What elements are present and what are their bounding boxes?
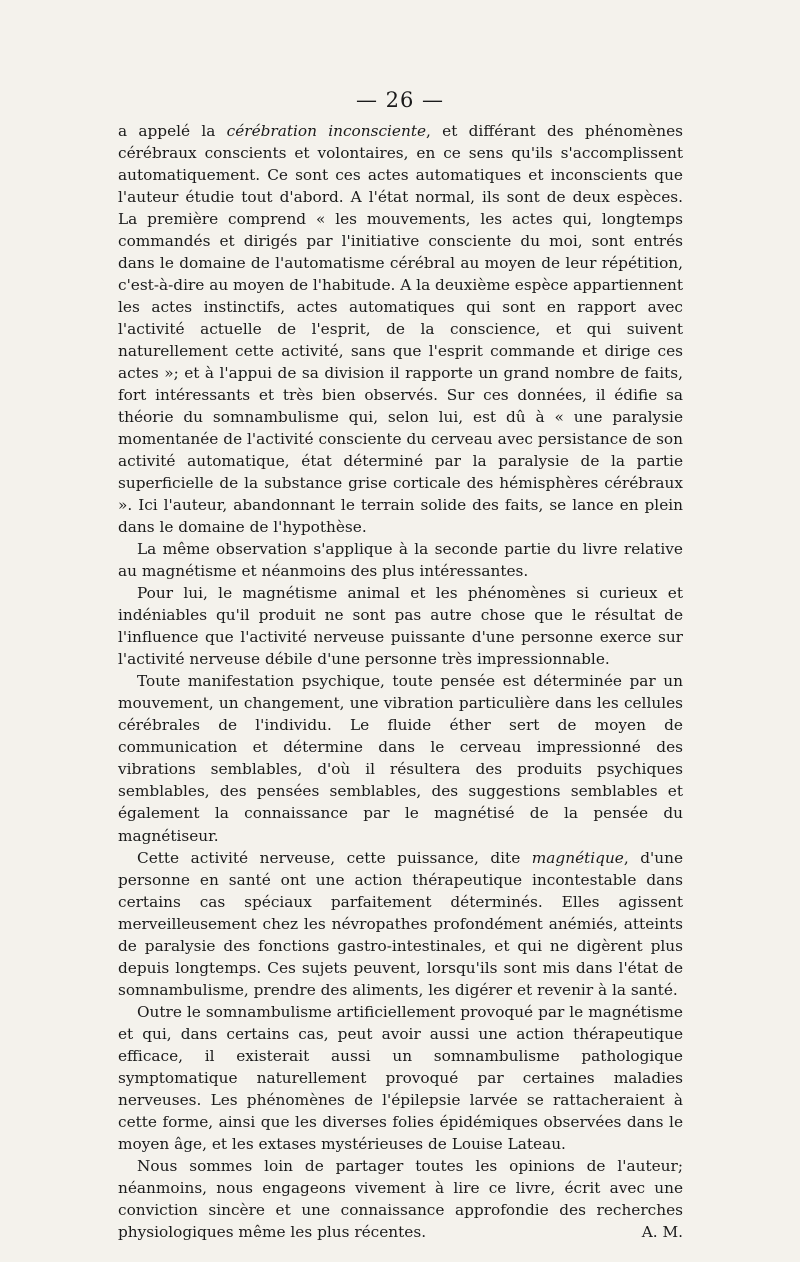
paragraph-text: , d'une personne en santé ont une action thérapeutique incontestable dans certains cas spéciaux parfaitement déterminés. Elles agissent merveilleusement chez les névropathes profondément anémiés, atteints de paralysie des fonctions gastro-intestinales, et qui ne digèrent plus depuis longtemps. Ces sujets peuvent, lorsqu'ils sont mis dans l'état de somnambulisme, prendre des aliments, les digérer et revenir à la santé. <box>118 848 684 999</box>
paragraph-text: , et différant des phénomènes cérébraux conscients et volontaires, en ce sens qu'ils s'accomplissent automatiquement. Ce sont ces actes automatiques et inconscients que l'auteur étudie tout d'abord. A l'état normal, ils sont de deux espèces. La première comprend « les mouvements, les actes qui, longtemps commandés et dirigés par l'initiative consciente du moi, sont entrés dans le domaine de l'automatisme cérébral au moyen de leur répétition, c'est-à-dire au moyen de l'habitude. A la deuxième espèce appartiennent les actes instinctifs, actes automatiques qui sont en rapport avec l'activité actuelle de l'esprit, de la conscience, et qui suivent naturellement cette activité, sans que l'esprit commande et dirige ces actes »; et à l'appui de sa division il rapporte un grand nombre de faits, fort intéressants et très bien observés. Sur ces données, il édifie sa théorie du somnambulisme qui, selon lui, est dû à « une paralysie momentanée de l'activité consciente du cerveau avec persistance de son activité automatique, état déterminé par la paralysie de la partie superficielle de la substance grise corticale des hémisphères cérébraux ». Ici l'auteur, abandonnant le terrain solide des faits, se lance en plein dans le domaine de l'hypothèse. <box>118 122 683 537</box>
italic-term: cérébration inconsciente <box>226 122 427 140</box>
paragraph-text: Nous sommes loin de partager toutes les opinions de l'auteur; néanmoins, nous engageons vivement à lire ce livre, écrit avec une conviction sincère et une connaissance approfondie des recherches physiologiques même les plus récentes. <box>118 1156 683 1241</box>
page-number: — 26 — <box>355 88 445 112</box>
italic-term: magnétique <box>531 848 624 867</box>
paragraph-text: a appelé la <box>118 122 227 140</box>
paragraph-text: Outre le somnambulisme artificiellement provoqué par le magnétisme et qui, dans certains cas, peut avoir aussi une action thérapeutique efficace, il existerait aussi un somnambulisme pathologique symptomatique naturellement provoqué par certaines maladies nerveuses. Les phénomènes de l'épilepsie larvée se rattacheraient à cette forme, ainsi que les diverses folies épidémiques observées dans le moyen âge, et les extases mystérieuses de Louise Lateau. <box>118 1002 683 1153</box>
paragraph <box>118 582 683 670</box>
body-text <box>118 120 683 1243</box>
paragraph-text: Toute manifestation psychique, toute pensée est déterminée par un mouvement, un changement, une vibration particulière dans les cellules cérébrales de l'individu. Le fluide éther sert de moyen de communication et détermine dans le cerveau impressionné des vibrations semblables, d'où il résultera des produits psychiques semblables, des pensées semblables, des suggestions semblables et également la connaissance par le magnétisé de la pensée du magnétiseur. <box>118 672 683 845</box>
paragraph-text: Cette activité nerveuse, cette puissance, dite <box>137 848 532 867</box>
paragraph <box>118 1001 683 1155</box>
paragraph <box>118 538 683 582</box>
paragraph-text: Pour lui, le magnétisme animal et les phénomènes si curieux et indéniables qu'il produit ne sont pas autre chose que le résultat de l'influence que l'activité nerveuse puissante d'une personne exerce sur l'activité nerveuse débile d'une personne très impressionnable. <box>118 584 683 669</box>
paragraph <box>118 670 683 846</box>
paragraph <box>118 1155 683 1243</box>
paragraph-text: La même observation s'applique à la seconde partie du livre relative au magnétisme et néanmoins des plus intéressantes. <box>118 540 683 581</box>
author-signature: A. M. <box>641 1222 683 1241</box>
paragraph <box>118 120 683 538</box>
paragraph <box>118 847 683 1001</box>
